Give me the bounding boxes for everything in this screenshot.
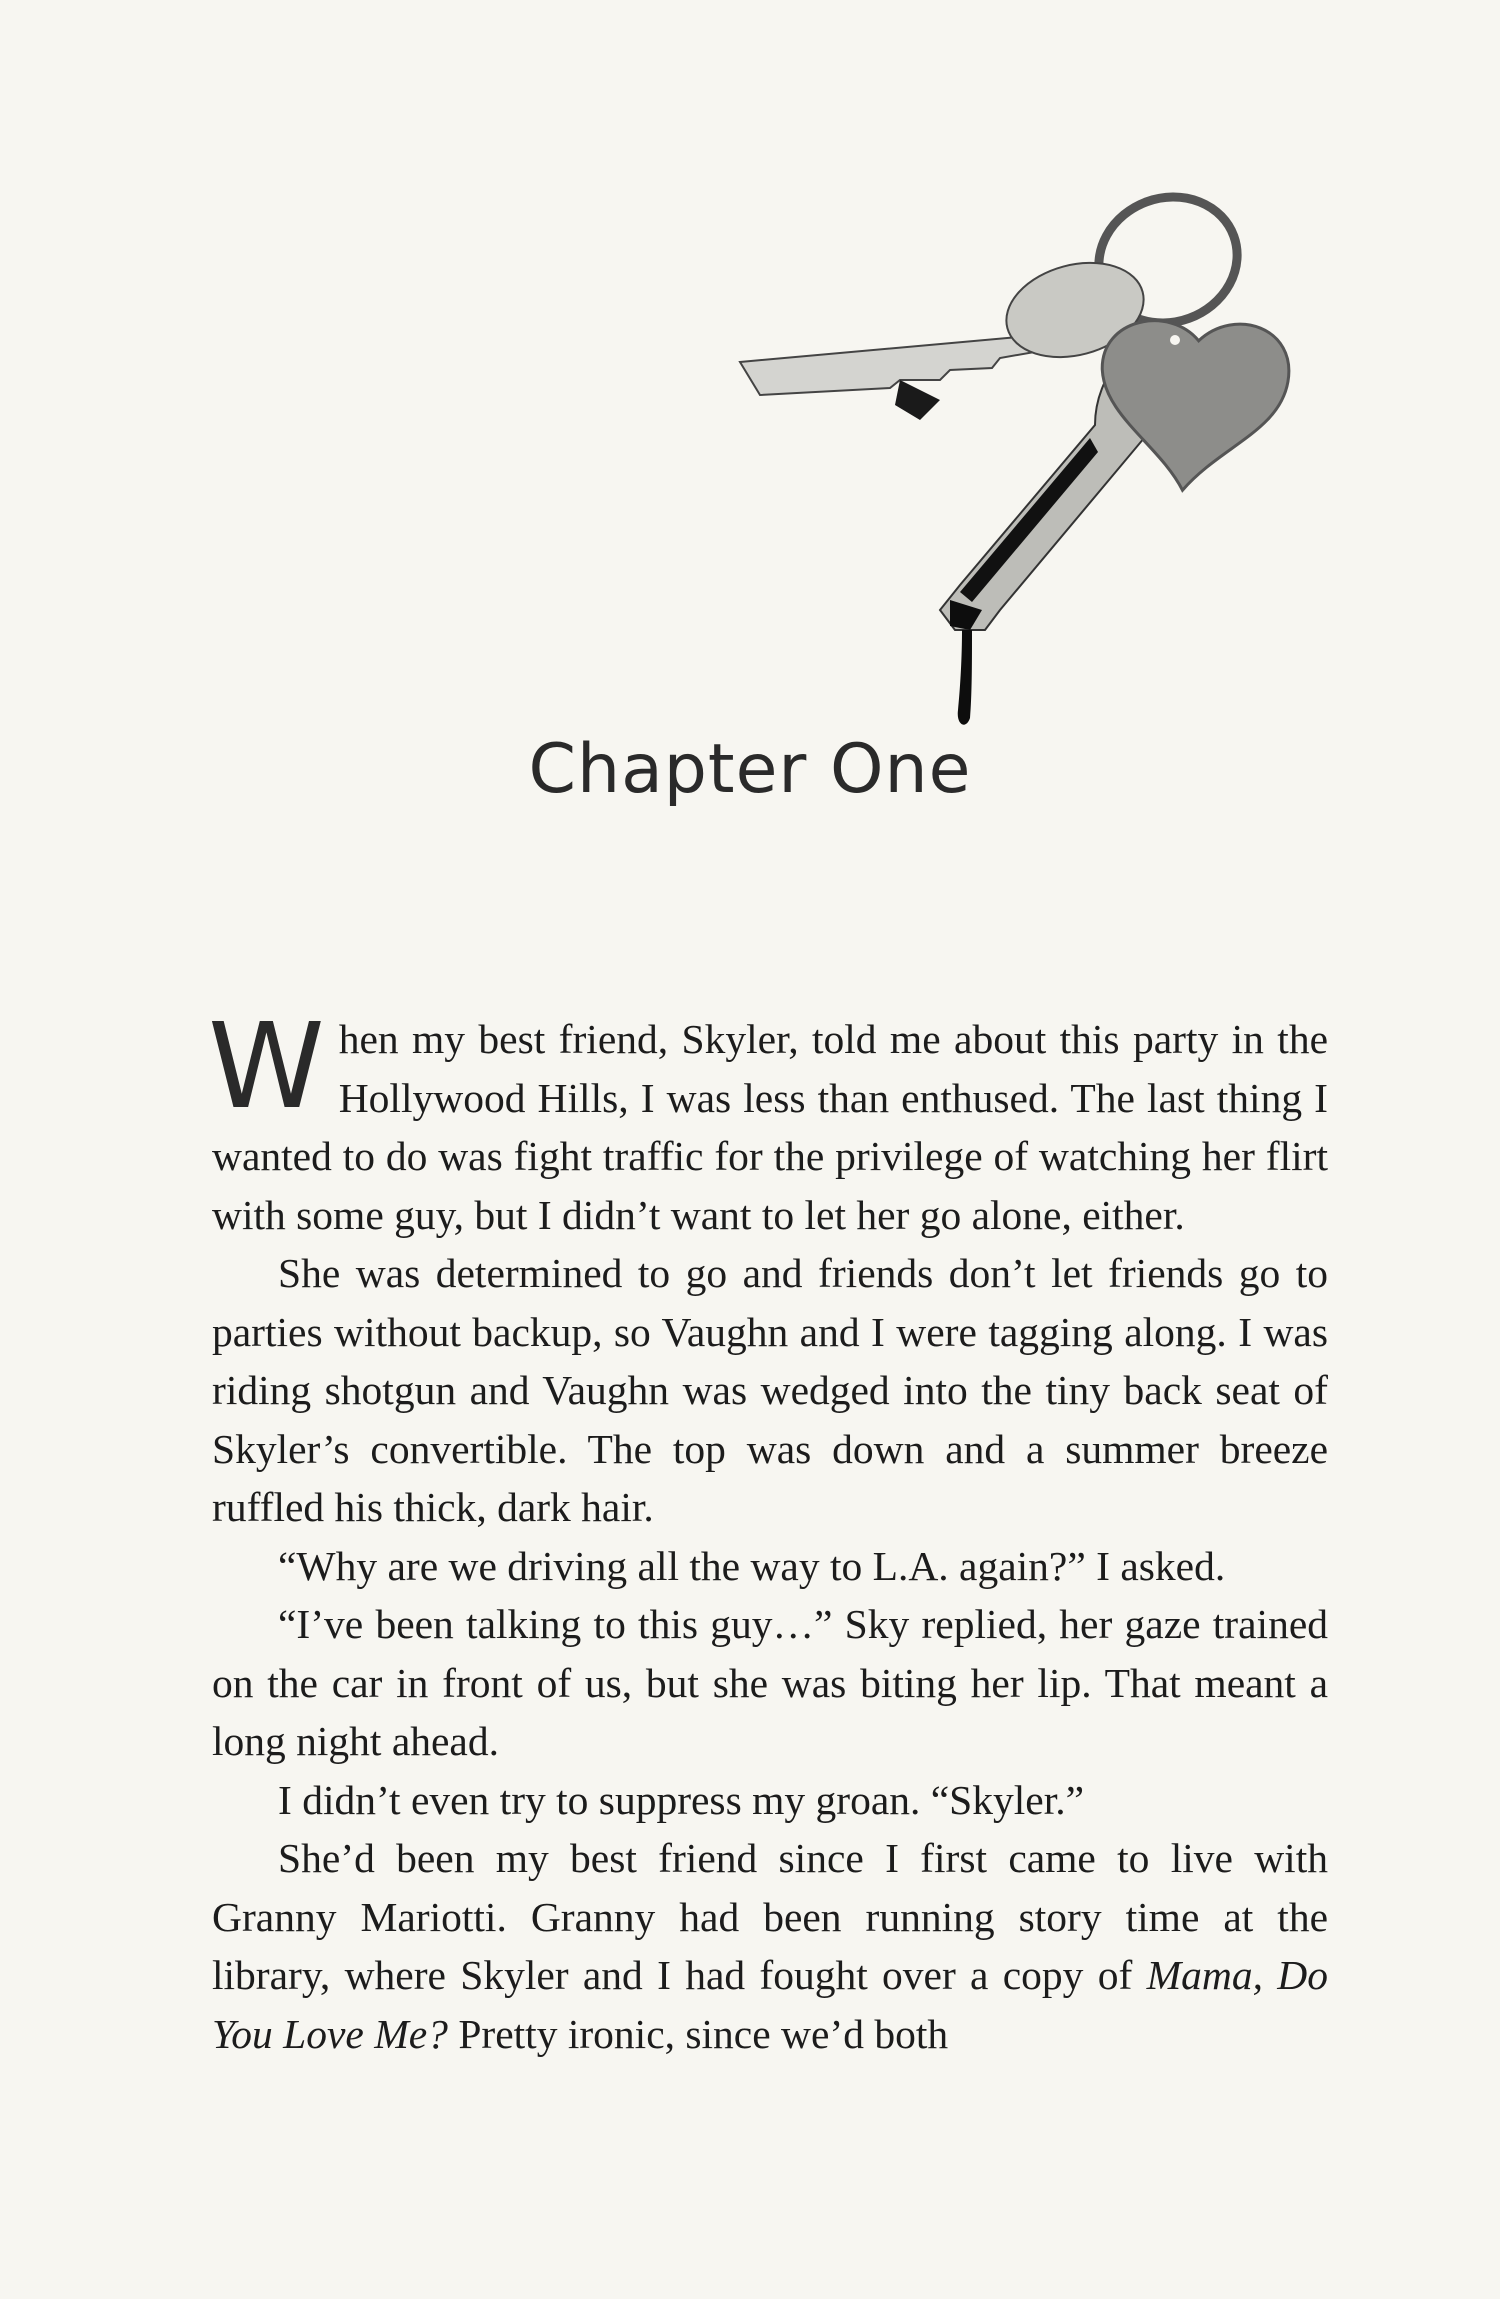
paragraph: “I’ve been talking to this guy…” Sky replied, her gaze trained on the car in front of us, but she was biting her lip. That meant a long night ahead. (212, 1601, 1328, 1764)
paragraph (208, 997, 1328, 1244)
paragraph-text: She’d been my best friend since I first came to live with Granny Mariotti. Granny had been running story time at the library, where Skyler and I had fought over a copy of (212, 1835, 1328, 1998)
book-title: Mama, Do You Love Me? (212, 1952, 1328, 2057)
paragraph-text: hen my best friend, Skyler, told me about this party in the Hollywood Hills, I was less than enthused. The last thing I wanted to do was fight traffic for the privilege of watching her flirt with some guy, but I didn’t want to let her go alone, either. (212, 1016, 1328, 1238)
paragraph: “Why are we driving all the way to L.A. again?” I asked. (278, 1542, 1226, 1589)
chapter-body (208, 997, 1328, 2063)
keys-with-heart-tag-icon (700, 190, 1340, 750)
paragraph: She was determined to go and friends don’t let friends go to parties without backup, so Vaughn and I were tagging along. I was riding shotgun and Vaughn was wedged into the tiny back seat of Skyler’s convertible. The top was down and a summer breeze ruffled his thick, dark hair. (212, 1250, 1328, 1530)
drop-cap: W (208, 997, 325, 1135)
paragraph: I didn’t even try to suppress my groan. “Skyler.” (278, 1776, 1085, 1823)
chapter-title: Chapter One (528, 730, 972, 809)
key-back (740, 248, 1154, 420)
paragraph (212, 1829, 1328, 2063)
paragraph-text: Pretty ironic, since we’d both (447, 2010, 949, 2057)
